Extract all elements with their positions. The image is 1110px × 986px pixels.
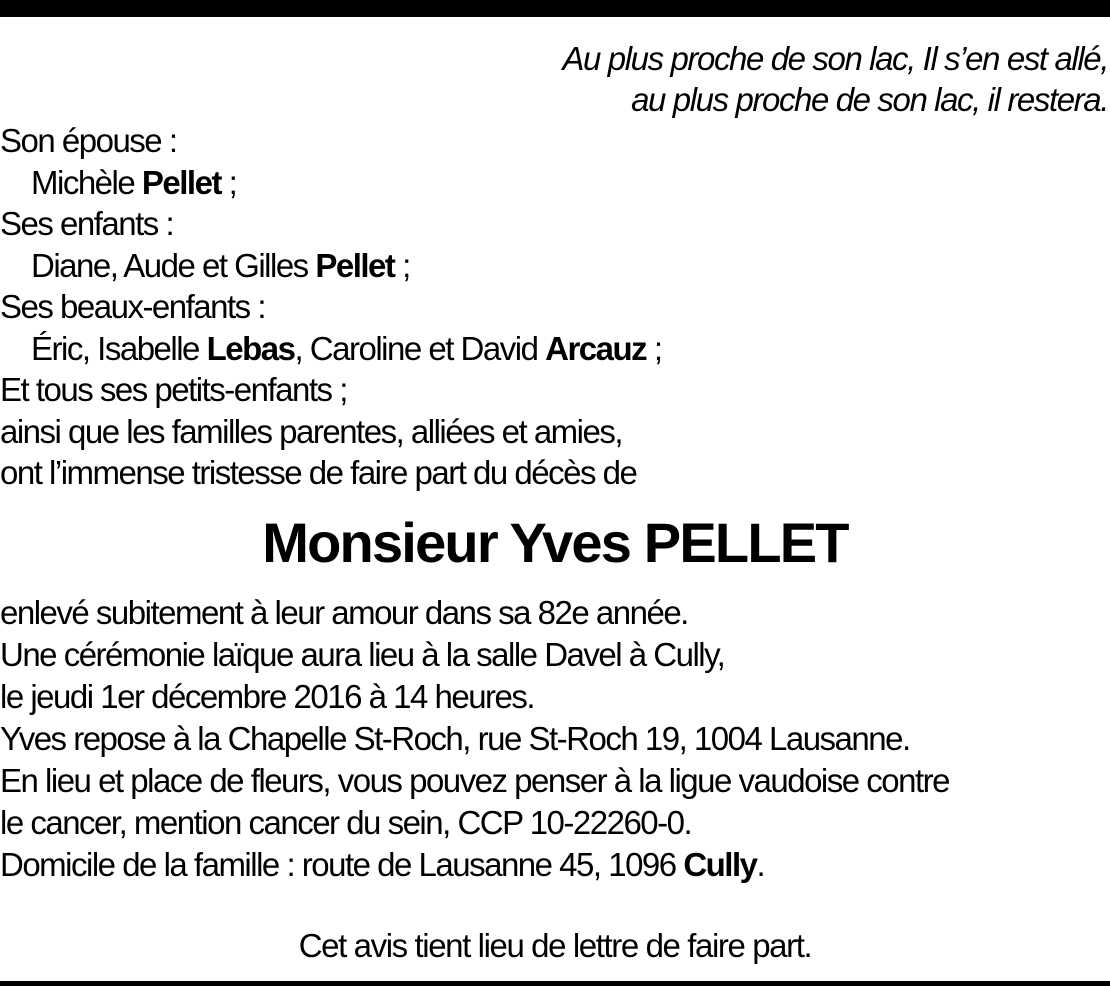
stepchildren-last-name-2: Arcauz	[545, 329, 647, 367]
spouse-entry	[0, 162, 662, 204]
details-line-7	[0, 844, 949, 886]
details-line-6: le cancer, mention cancer du sein, CCP 10-22260-0.	[0, 804, 692, 841]
grandchildren-line: Et tous ses petits-enfants ;	[0, 371, 347, 408]
spouse-last-name: Pellet	[141, 163, 221, 201]
details-line-5: En lieu et place de fleurs, vous pouvez penser à la ligue vaudoise contre	[0, 762, 949, 799]
stepchildren-punctuation: ;	[646, 329, 662, 367]
details-line-1: enlevé subitement à leur amour dans sa 82e année.	[0, 594, 688, 631]
spouse-punctuation: ;	[220, 163, 237, 201]
details-line-3: le jeudi 1er décembre 2016 à 14 heures.	[0, 678, 535, 715]
stepchildren-entry	[0, 328, 662, 370]
children-first-names: Diane, Aude et Gilles	[31, 246, 316, 284]
stepchildren-last-name-1: Lebas	[206, 329, 295, 367]
children-last-name: Pellet	[315, 246, 395, 284]
details-line-2: Une cérémonie laïque aura lieu à la salle Davel à Cully,	[0, 636, 725, 673]
stepchildren-names-2: , Caroline et David	[294, 329, 546, 367]
details-line-4: Yves repose à la Chapelle St-Roch, rue St-Roch 19, 1004 Lausanne.	[0, 720, 910, 757]
spouse-first-name: Michèle	[31, 163, 142, 201]
children-label: Ses enfants :	[0, 205, 174, 242]
family-list	[0, 120, 662, 494]
deceased-name: Monsieur Yves PELLET	[262, 511, 848, 574]
families-line: ainsi que les familles parentes, alliées et amies,	[0, 412, 623, 450]
spouse-label: Son épouse :	[0, 122, 177, 159]
stepchildren-names-1: Éric, Isabelle	[31, 329, 207, 367]
address-text: Domicile de la famille : route de Lausanne 45, 1096	[0, 846, 684, 883]
address-city: Cully	[683, 846, 757, 883]
epigraph-line-2: au plus proche de son lac, il restera.	[631, 81, 1108, 118]
bottom-border-rule	[0, 981, 1110, 986]
top-border-rule	[0, 0, 1110, 17]
epigraph	[208, 38, 1108, 120]
children-entry	[0, 245, 662, 287]
children-punctuation: ;	[394, 246, 410, 284]
address-punctuation: .	[756, 846, 765, 883]
details-block	[0, 592, 949, 886]
stepchildren-label: Ses beaux-enfants :	[0, 288, 266, 325]
epigraph-line-1: Au plus proche de son lac, Il s’en est allé,	[562, 40, 1108, 77]
footer-note: Cet avis tient lieu de lettre de faire part.	[298, 927, 812, 964]
announcement-line: ont l’immense tristesse de faire part du décès de	[0, 454, 637, 491]
